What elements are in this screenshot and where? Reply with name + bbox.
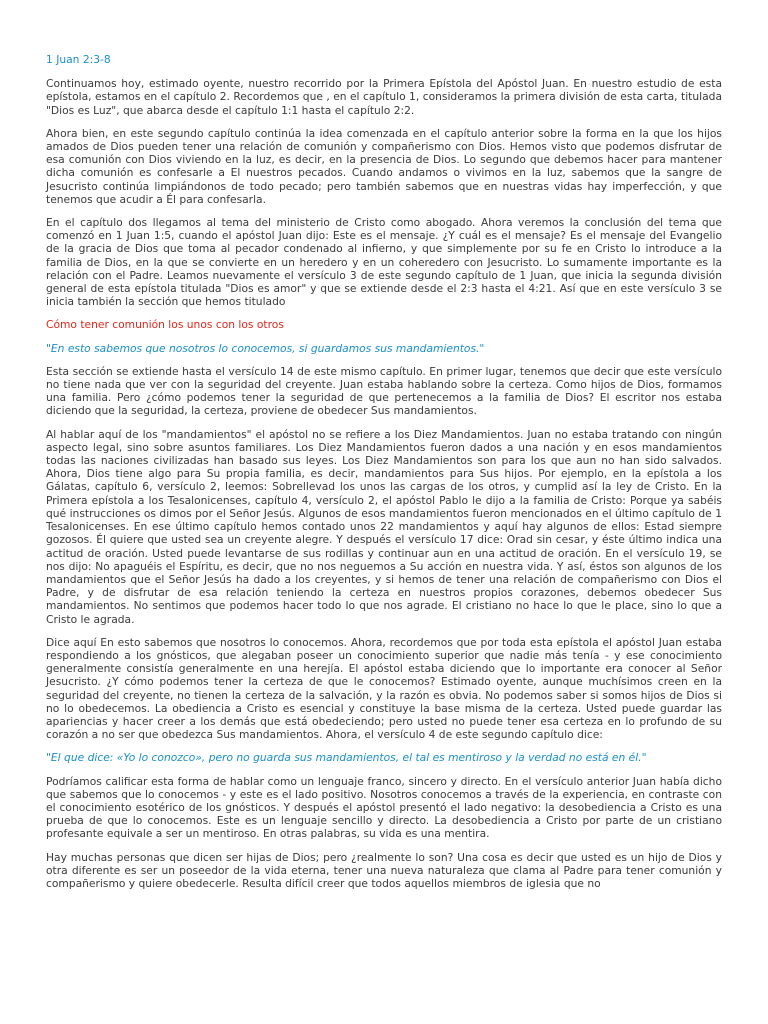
verse-quote-4: "El que dice: «Yo lo conozco», pero no guarda sus mandamientos, el tal es mentiroso y la verdad no está en él.": [46, 751, 647, 765]
paragraph-intro: Continuamos hoy, estimado oyente, nuestro recorrido por la Primera Epístola del Apóstol Juan. En nuestro estudio de esta epístola, estamos en el capítulo 2. Recordemos que , en el capítulo 1, consideramos la primera división de esta carta, titulada "Dios es Luz", que abarca desde el capítulo 1:1 hasta el capítulo 2:2.: [46, 77, 722, 117]
paragraph-section-scope: Esta sección se extiende hasta el versículo 14 de este mismo capítulo. En primer lugar, tenemos que decir que este versículo no tiene nada que ver con la seguridad del creyente. Juan estaba hablando sobre la certeza. Como hijos de Dios, formamos una familia. Pero ¿cómo podemos tener la seguridad de que pertenecemos a la familia de Dios? El escritor nos estaba diciendo que la seguridad, la certeza, proviene de obedecer Sus mandamientos.: [46, 364, 722, 418]
paragraph-communion: Ahora bien, en este segundo capítulo continúa la idea comenzada en el capítulo anterior sobre la forma en la que los hijos amados de Dios pueden tener una relación de comunión y compañerismo con Dios. Hemos visto que podemos disfrutar de esa comunión con Dios viviendo en la luz, es decir, en la presencia de Dios. Lo segundo que debemos hacer para mantener dicha comunión es confesarle a El nuestros pecados. Cuando andamos o vivimos en la luz, sabemos que la sangre de Jesucristo continúa limpiándonos de todo pecado; pero también sabemos que en nuestras vidas hay imperfección, y que tenemos que acudir a Él para confesarla.: [46, 126, 722, 206]
scripture-reference: 1 Juan 2:3-8: [46, 53, 111, 66]
paragraph-frank-language: Podríamos calificar esta forma de hablar como un lenguaje franco, sincero y directo. En el versículo anterior Juan había dicho que sabemos que lo conocemos - y este es el lado positivo. Nosotros conocemos a través de la experiencia, en contraste con el conocimiento esotérico de los gnósticos. Y después el apóstol presentó el lado negativo: la desobediencia a Cristo es una prueba de que lo conocemos. Este es un lenguaje sencillo y directo. La desobediencia a Cristo por parte de un cristiano profesante equivale a ser un mentiroso. En otras palabras, su vida es una mentira.: [46, 774, 722, 841]
paragraph-commandments: Al hablar aquí de los "mandamientos" el apóstol no se refiere a los Diez Mandamientos. Juan no estaba tratando con ningún aspecto legal, sino sobre asuntos familiares. Los Diez Mandamientos fueron dados a una nación y en esos mandamientos todas las naciones civilizadas han basado sus leyes. Los Diez Mandamientos son para los que aun no han sido salvados. Ahora, Dios tiene algo para Su propia familia, es decir, mandamientos para Sus hijos. Por ejemplo, en la epístola a los Gálatas, capítulo 6, versículo 2, leemos: Sobrellevad los unos las cargas de los otros, y cumplid así la ley de Cristo. En la Primera epístola a los Tesalonicenses, capítulo 4, versículo 2, el apóstol Pablo le dijo a la familia de Cristo: Porque ya sabéis qué instrucciones os dimos por el Señor Jesús. Algunos de esos mandamientos fueron mencionados en el último capítulo de 1 Tesalonicenses. En ese último capítulo hemos contado unos 22 mandamientos y aquí hay algunos de ellos: Estad siempre gozosos. Él quiere que usted sea un creyente alegre. Y después el versículo 17 dice: Orad sin cesar, y éste último indica una actitud de oración. Usted puede levantarse de sus rodillas y continuar aun en una actitud de oración. En el versículo 19, se nos dijo: No apaguéis el Espíritu, es decir, que no nos neguemos a Su acción en nuestra vida. Y así, éstos son algunos de los mandamientos que el Señor Jesús ha dado a los creyentes, y si hemos de tener una relación de compañerismo con Dios el Padre, y de disfrutar de esa relación teniendo la certeza en nuestros propios corazones, debemos obedecer Sus mandamientos. No sentimos que podemos hacer todo lo que nos agrade. El cristiano no hace lo que le place, sino lo que a Cristo le agrada.: [46, 427, 722, 626]
section-heading: Cómo tener comunión los unos con los otros: [46, 318, 284, 332]
verse-quote-3: "En esto sabemos que nosotros lo conocemos, si guardamos sus mandamientos.": [46, 341, 485, 355]
paragraph-gnostics: Dice aquí En esto sabemos que nosotros lo conocemos. Ahora, recordemos que por toda esta epístola el apóstol Juan estaba respondiendo a los gnósticos, que alegaban poseer un conocimiento superior que nadie más tenía - y ese conocimiento generalmente consistía generalmente en una herejía. El apóstol estaba diciendo que lo importante era conocer al Señor Jesucristo. ¿Y cómo podemos tener la certeza de que le conocemos? Estimado oyente, aunque muchísimos creen en la seguridad del creyente, no tienen la certeza de la salvación, y la razón es obvia. No podemos saber si somos hijos de Dios si no lo obedecemos. La obediencia a Cristo es esencial y constituye la base misma de la certeza. Usted puede guardar las apariencias y hacer creer a los demás que está obedeciendo; pero usted no puede tener esa certeza en lo profundo de su corazón a no ser que obedezca Sus mandamientos. Ahora, el versículo 4 de este segundo capítulo dice:: [46, 635, 722, 742]
paragraph-advocate: En el capítulo dos llegamos al tema del ministerio de Cristo como abogado. Ahora veremos la conclusión del tema que comenzó en 1 Juan 1:5, cuando el apóstol Juan dijo: Este es el mensaje. ¿Y cuál es el mensaje? Es el mensaje del Evangelio de la gracia de Dios que toma al pecador condenado al infierno, y que simplemente por su fe en Cristo lo introduce a la familia de Dios, en la que se convierte en un heredero y en un coheredero con Jesucristo. Lo sumamente importante es la relación con el Padre. Leamos nuevamente el versículo 3 de este segundo capítulo de 1 Juan, que inicia la segunda división general de esta epístola titulada "Dios es amor" y que se extiende desde el 2:3 hasta el 4:21. Así que en este versículo 3 se inicia también la sección que hemos titulado: [46, 216, 722, 309]
paragraph-children-of-god: Hay muchas personas que dicen ser hijas de Dios; pero ¿realmente lo son? Una cosa es decir que usted es un hijo de Dios y otra diferente es ser un poseedor de la vida eterna, tener una nueva naturaleza que clama al Padre para tener comunión y compañerismo y quiere obedecerle. Resulta difícil creer que todos aquellos miembros de iglesia que no: [46, 850, 722, 890]
